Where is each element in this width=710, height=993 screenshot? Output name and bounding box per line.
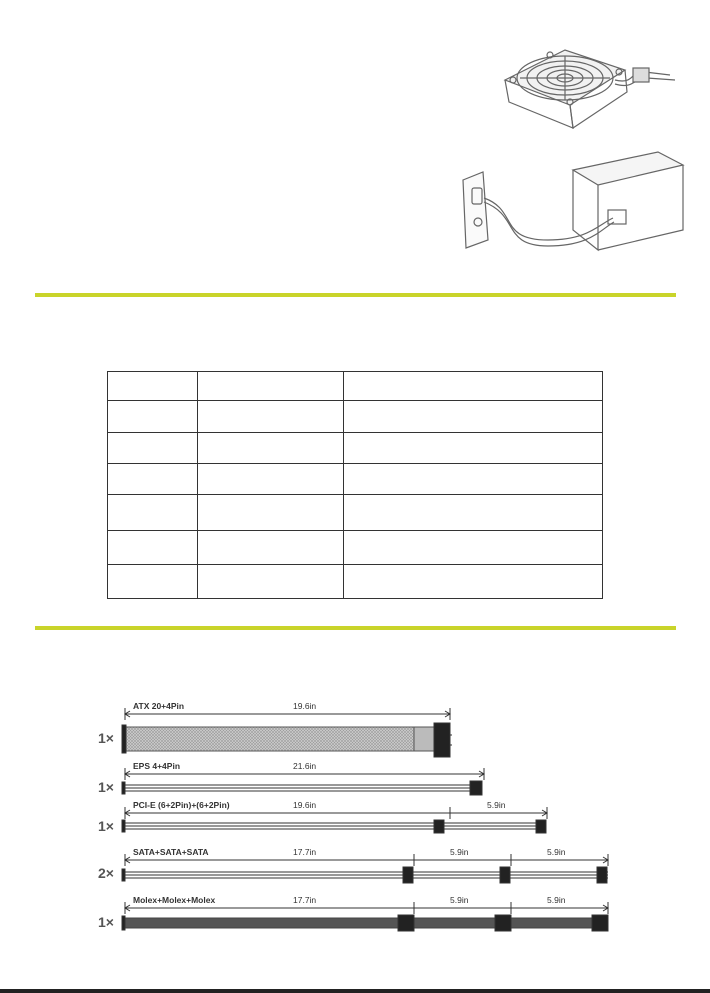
cable-len-atx-1: 19.6in [293,701,317,711]
spec-table-cell [108,495,198,531]
spec-table-row [108,372,603,401]
cable-len-sata-2: 5.9in [450,847,469,857]
spec-table-cell [108,401,198,433]
page-bottom-bar [0,989,710,993]
spec-table-cell [198,433,344,464]
spec-table-row [108,401,603,433]
section-divider-top [35,293,676,297]
spec-table-row [108,565,603,599]
case-fan-icon [495,40,685,130]
cable-qty-atx: 1× [98,730,114,746]
cable-qty-eps: 1× [98,779,114,795]
cable-name-pcie: PCI-E (6+2Pin)+(6+2Pin) [133,800,230,810]
cable-diagram [0,690,710,950]
spec-table-cell [108,531,198,565]
cable-name-atx: ATX 20+4Pin [133,701,185,711]
cable-len-molex-1: 17.7in [293,895,317,905]
spec-table-cell [108,372,198,401]
spec-table-cell [198,372,344,401]
spec-table-cell [344,565,603,599]
spec-table-cell [198,401,344,433]
spec-table-cell [108,433,198,464]
cable-qty-pcie: 1× [98,818,114,834]
cable-name-molex: Molex+Molex+Molex [133,895,216,905]
section-divider-bottom [35,626,676,630]
cable-len-eps-1: 21.6in [293,761,317,771]
cable-len-sata-3: 5.9in [547,847,566,857]
cable-len-sata-1: 17.7in [293,847,317,857]
spec-table-cell [108,464,198,495]
spec-table-cell [198,464,344,495]
spec-table-cell [344,433,603,464]
spec-table-row [108,433,603,464]
psu-power-plug-icon [458,150,690,260]
spec-table-cell [344,401,603,433]
cable-qty-sata: 2× [98,865,114,881]
spec-table-cell [198,531,344,565]
spec-table-cell [198,495,344,531]
spec-table-cell [108,565,198,599]
spec-table-cell [344,495,603,531]
spec-table [107,371,603,599]
cable-name-sata: SATA+SATA+SATA [133,847,209,857]
cable-len-molex-3: 5.9in [547,895,566,905]
spec-table-row [108,531,603,565]
cable-name-eps: EPS 4+4Pin [133,761,181,771]
spec-table-cell [344,464,603,495]
spec-table-cell [344,531,603,565]
cable-len-pcie-1: 19.6in [293,800,317,810]
cable-len-molex-2: 5.9in [450,895,469,905]
spec-table-row [108,464,603,495]
spec-table-row [108,495,603,531]
spec-table-cell [198,565,344,599]
cable-qty-molex: 1× [98,914,114,930]
cable-len-pcie-2: 5.9in [487,800,506,810]
spec-table-cell [344,372,603,401]
